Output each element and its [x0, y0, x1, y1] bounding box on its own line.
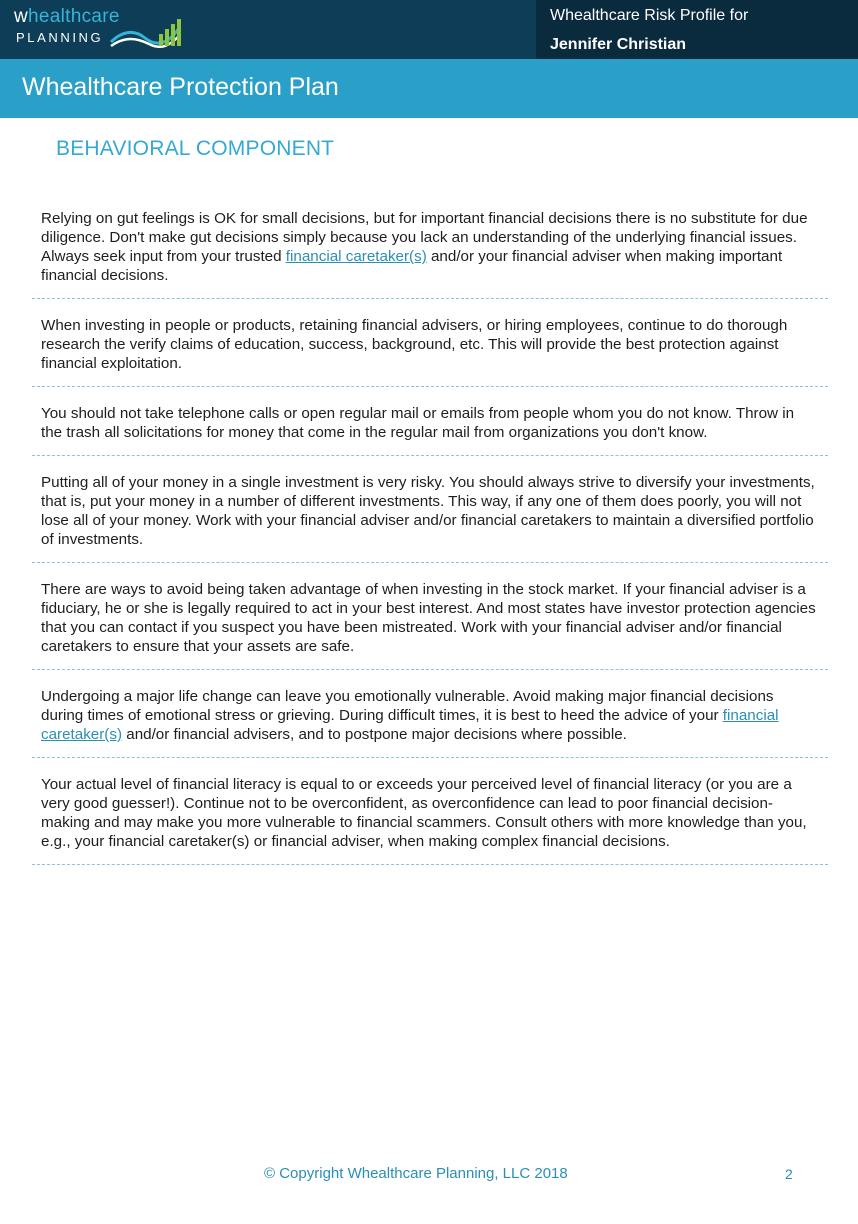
- logo-subtitle: PLANNING: [16, 30, 104, 45]
- logo-wordmark: [14, 6, 120, 28]
- recommendation-text: Relying on gut feelings is OK for small decisions, but for important financial decisions there is no substitute for due diligence. Don't make gut decisions simply because you lack an understanding of the underlying financial issues. Always seek input from your trusted: [41, 210, 808, 265]
- recommendation-text: Undergoing a major life change can leave you emotionally vulnerable. Avoid making major financial decisions during times of emotional stress or grieving. During difficult times, it is best to heed the advice of your: [41, 688, 774, 724]
- financial-caretaker-link[interactable]: financial caretaker(s): [41, 707, 779, 743]
- top-header-bar: [0, 0, 858, 59]
- recommendation-item: [32, 314, 828, 387]
- recommendation-text: There are ways to avoid being taken advantage of when investing in the stock market. If your financial adviser is a fiduciary, he or she is legally required to act in your best interest. And most states have investor protection agencies that you can contact if you suspect you have been mistreated. Work with your financial adviser and/or financial caretakers to ensure that your assets are safe.: [41, 581, 816, 655]
- logo-wordmark-accent: healthcare: [28, 6, 120, 27]
- whealthcare-logo[interactable]: [14, 6, 194, 54]
- recommendation-item: [32, 207, 828, 299]
- recommendation-item: [32, 685, 828, 758]
- risk-profile-title: Whealthcare Risk Profile for: [550, 7, 749, 24]
- recommendation-text: Putting all of your money in a single investment is very risky. You should always strive to diversify your investments, that is, put your money in a number of different investments. This way, if any one of them does poorly, you will not lose all of your money. Work with your financial adviser and/or financial caretakers to maintain a diversified portfolio of investments.: [41, 474, 815, 548]
- recommendation-text: Your actual level of financial literacy is equal to or exceeds your perceived level of financial literacy (or you are a very good guesser!). Continue not to be overconfident, as overconfidence can lead to poor financial decision-making and may make you more vulnerable to financial scammers. Consult others with more knowledge than you, e.g., your financial caretaker(s) or financial adviser, when making complex financial decisions.: [41, 776, 807, 850]
- financial-caretaker-link[interactable]: financial caretaker(s): [285, 248, 427, 265]
- logo-wave-chart-icon: [109, 16, 183, 50]
- recommendation-item: [32, 578, 828, 670]
- risk-profile-box: [536, 0, 858, 59]
- recommendation-text: When investing in people or products, retaining financial advisers, or hiring employees, continue to do thorough research the verify claims of education, success, background, etc. This will provide the best protection against financial exploitation.: [41, 317, 788, 372]
- page-title: Whealthcare Protection Plan: [22, 73, 339, 101]
- title-banner: [0, 59, 858, 118]
- recommendation-item: [32, 773, 828, 865]
- logo-wordmark-plain: w: [14, 6, 29, 27]
- recommendation-list: [32, 207, 828, 880]
- recommendation-text-cont: and/or financial advisers, and to postpone major decisions where possible.: [122, 726, 627, 743]
- copyright-footer: © Copyright Whealthcare Planning, LLC 2018: [264, 1165, 568, 1182]
- recommendation-text-cont: and/or your financial adviser when making important financial decisions.: [41, 248, 783, 284]
- recommendation-item: [32, 471, 828, 563]
- page-number: 2: [785, 1166, 793, 1182]
- client-name: Jennifer Christian: [550, 36, 687, 53]
- recommendation-text: You should not take telephone calls or open regular mail or emails from people whom you do not know. Throw in the trash all solicitations for money that come in the regular mail from organizations you don't know.: [41, 405, 795, 441]
- section-heading: BEHAVIORAL COMPONENT: [56, 137, 335, 160]
- recommendation-item: [32, 402, 828, 456]
